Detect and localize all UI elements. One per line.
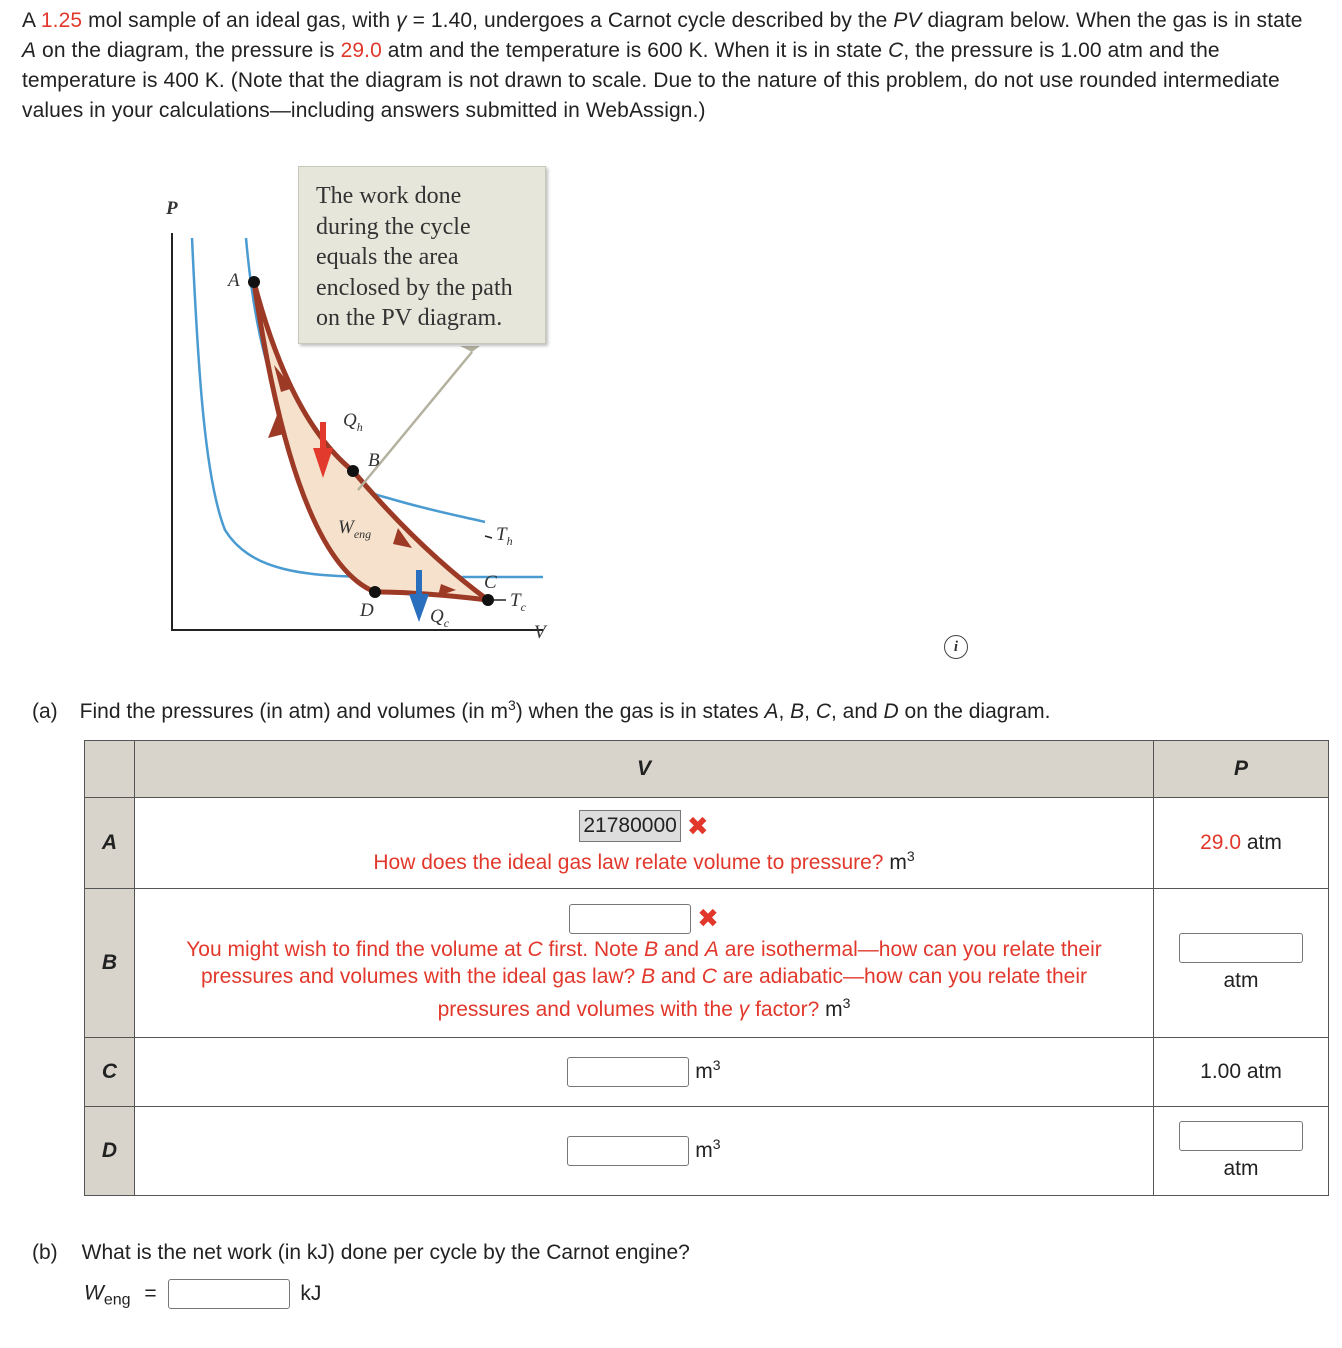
volume-c-input[interactable] <box>567 1057 689 1087</box>
qh-arrow-shaft <box>320 422 326 450</box>
label-th: $T_h$ <box>496 524 513 548</box>
header-p: P <box>1154 741 1329 798</box>
part-b-question: (b) What is the net work (in kJ) done per cycle by the Carnot engine? <box>32 1241 690 1264</box>
row-label-d: D <box>85 1107 135 1196</box>
label-b: B <box>368 450 380 471</box>
row-label-c: C <box>85 1038 135 1107</box>
volume-b-input[interactable] <box>569 904 691 934</box>
axis-label-p: P <box>166 198 178 219</box>
state-b-point <box>347 465 359 477</box>
table-row-a <box>85 798 1329 889</box>
row-label-b: B <box>85 889 135 1038</box>
pressure-c: 1.00 atm <box>1154 1038 1329 1107</box>
pressure-d-unit: atm <box>1223 1157 1259 1180</box>
label-qh: $Q_h$ <box>343 410 363 434</box>
volume-d-input[interactable] <box>567 1136 689 1166</box>
volume-b-unit: $m^3$ <box>825 995 851 1021</box>
moles-value: 1.25 <box>40 9 83 32</box>
weng-unit: kJ <box>300 1281 322 1305</box>
hint-b: You might wish to find the volume at C first. Note B and A are isothermal—how can you relate their pressures and volumes with the ideal gas law? B and C are adiabatic—how can you relate their pressures and volumes with the γ factor? $m^3$ <box>186 938 1102 1021</box>
work-callout: The work done during the cycle equals the area enclosed by the path on the PV diagram. <box>298 166 546 344</box>
header-corner <box>85 741 135 798</box>
label-weng: $W_{eng}$ <box>338 517 372 541</box>
label-c: C <box>484 572 497 593</box>
header-v: V <box>135 741 1154 798</box>
part-a-question: (a) Find the pressures (in atm) and volumes (in $m^3$) when the gas is in states A, B, C, and D on the diagram. <box>32 697 1051 723</box>
info-icon[interactable]: i <box>944 635 968 659</box>
hint-a: How does the ideal gas law relate volume to pressure? <box>373 850 884 874</box>
volume-c-unit: $m^3$ <box>695 1056 721 1083</box>
weng-answer-row: $W_{eng}$ = kJ <box>84 1279 321 1310</box>
incorrect-icon: ✖ <box>686 810 709 841</box>
pressure-b-unit: atm <box>1223 969 1259 992</box>
state-c-point <box>482 594 494 606</box>
qc-arrow <box>409 594 429 622</box>
label-a: A <box>228 270 240 291</box>
answer-table <box>84 740 1329 1196</box>
row-label-a: A <box>85 798 135 889</box>
pv-diagram-figure <box>150 160 580 655</box>
pressure-a-value: 29.0 <box>340 39 382 62</box>
volume-d-unit: $m^3$ <box>695 1135 721 1162</box>
problem-statement: A 1.25 mol sample of an ideal gas, with γ = 1.40, undergoes a Carnot cycle described by the PV diagram below. When the gas is in state A on the diagram, the pressure is 29.0 atm and the temperature is 600 K. When it is in state C, the pressure is 1.00 atm and the temperature is 400 K. (Note that the diagram is not drawn to scale. Due to the nature of this problem, do not use rounded intermediate values in your calculations—including answers submitted in WebAssign.) <box>22 9 1303 122</box>
pressure-b-input[interactable] <box>1179 933 1303 963</box>
incorrect-icon: ✖ <box>697 903 719 933</box>
state-d-point <box>369 586 381 598</box>
weng-input[interactable] <box>168 1279 290 1309</box>
label-qc: $Q_c$ <box>430 606 450 630</box>
table-row-c <box>85 1038 1329 1107</box>
label-tc: $T_c$ <box>510 590 526 614</box>
state-a-point <box>248 276 260 288</box>
qc-arrow-shaft <box>416 570 422 596</box>
table-row-b <box>85 889 1329 1038</box>
volume-a-answer[interactable]: 21780000 <box>579 810 680 842</box>
table-row-d <box>85 1107 1329 1196</box>
pressure-d-input[interactable] <box>1179 1121 1303 1151</box>
axis-label-v: V <box>534 622 546 643</box>
pressure-a: 29.0 atm <box>1154 798 1329 889</box>
volume-a-unit: $m^3$ <box>889 847 915 874</box>
label-d: D <box>360 600 374 621</box>
